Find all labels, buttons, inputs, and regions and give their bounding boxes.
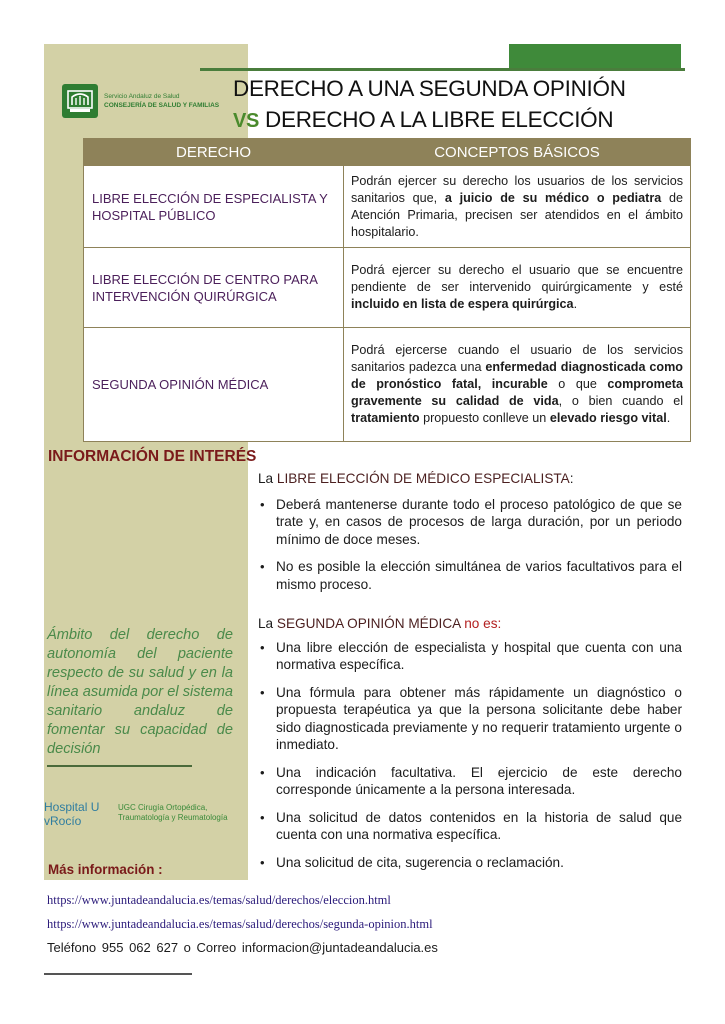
right-name: LIBRE ELECCIÓN DE CENTRO PARA INTERVENCIÓN QUIRÚRGICA [84,248,344,328]
section2-heading [258,615,682,633]
table-row [84,328,691,442]
section2-title: SEGUNDA OPINIÓN MÉDICA [276,616,461,631]
section1-title: LIBRE ELECCIÓN DE MÉDICO ESPECIALISTA [276,471,570,486]
body-text: de Atención Primaria, precisen ser atendidos en el ámbito hospitalario. [351,190,683,239]
body-text: . [573,297,578,311]
table-row [84,166,691,248]
more-info-title: Más información : [48,862,163,877]
section1-list [258,496,682,594]
emphasis-text: enfermedad diagnosticada como de pronóstico fatal, incurable [351,360,683,391]
right-description [344,328,691,442]
right-description [344,248,691,328]
section1-heading [258,470,682,488]
logo-text-consejeria: CONSEJERÍA DE SALUD Y FAMILIAS [104,102,220,109]
section2-list [258,639,682,872]
junta-andalucia-logo [62,83,232,119]
body-text: o que [547,377,608,391]
right-name: SEGUNDA OPINIÓN MÉDICA [84,328,344,442]
contact-info: Teléfono 955 062 627 o Correo informacion@juntadeandalucia.es [47,940,438,955]
section1-suffix: : [569,471,574,486]
list-item: • Una fórmula para obtener más rápidamente un diagnóstico o propuesta terapéutica ya que la persona solicitante debe haber sido diagnosticada previamente y no requerir tratamiento urgente o inmediato. [258,684,682,754]
body-text: Podrá ejercerse cuando el usuario de los servicios sanitarios padezca una [351,343,683,374]
emphasis-text: a juicio de su médico o pediatra [444,190,662,205]
junta-emblem-icon [62,84,98,118]
section2-prefix: La [258,616,277,631]
info-content [258,470,682,881]
emphasis-text: tratamiento [351,411,420,425]
side-divider [47,765,192,767]
hospital-name [44,800,99,828]
list-item: • Una solicitud de datos contenidos en la historia de salud que cuenta con una normativa específica. [258,809,682,844]
link-eleccion[interactable]: https://www.juntadeandalucia.es/temas/salud/derechos/eleccion.html [47,893,391,907]
column-header-conceptos: CONCEPTOS BÁSICOS [344,139,691,166]
hospital-logo [44,796,234,830]
link-segunda-opinion[interactable]: https://www.juntadeandalucia.es/temas/salud/derechos/segunda-opinion.html [47,917,433,931]
bottom-divider [44,973,192,975]
table-header-row [84,139,691,166]
rights-table [83,138,691,442]
emphasis-text: incluido en lista de espera quirúrgica [351,297,574,311]
info-section-title: INFORMACIÓN DE INTERÉS [48,448,257,465]
list-item: • Una indicación facultativa. El ejercicio de este derecho corresponde únicamente a la persona interesada. [258,764,682,799]
hospital-name-line1: Hospital U [44,800,100,814]
side-quote: Ámbito del derecho de autonomía del paciente respecto de su salud y en la línea asumida por el sistema sanitario andaluz de fomentar su capacidad de decisión [47,627,233,757]
list-item: • Deberá mantenerse durante todo el proceso patológico de que se trate y, en casos de procesos de larga duración, por un periodo mínimo de doce meses. [258,496,682,549]
title-rule [200,68,685,71]
list-item: • Una libre elección de especialista y hospital que cuenta con una normativa específica. [258,639,682,674]
list-item: • Una solicitud de cita, sugerencia o reclamación. [258,854,682,872]
body-text: . [666,411,671,425]
table-row [84,248,691,328]
body-text: propuesto conlleve un [419,411,550,425]
section1-prefix: La [258,471,277,486]
title-line-1: DERECHO A UNA SEGUNDA OPINIÓN [233,76,626,101]
right-description [344,166,691,248]
list-item: • No es posible la elección simultánea de varios facultativos para el mismo proceso. [258,558,682,593]
hospital-unit-line1: UGC Cirugía Ortopédica, [118,803,208,812]
page-title [233,73,626,137]
right-name: LIBRE ELECCIÓN DE ESPECIALISTA Y HOSPITAL PÚBLICO [84,166,344,248]
header-accent-block [509,44,681,68]
body-text: Podrán ejercer su derecho los usuarios de los servicios sanitarios que, [351,173,683,205]
title-vs: VS [233,110,260,132]
title-line-2-text: DERECHO A LA LIBRE ELECCIÓN [265,107,614,132]
title-line-2 [233,104,626,137]
hospital-unit-line2: Traumatología y Reumatología [118,813,228,822]
logo-text-sas: Servicio Andaluz de Salud [104,93,180,100]
hospital-name-line2: vRocío [44,814,82,828]
body-text: , o bien cuando el [558,394,683,408]
column-header-derecho: DERECHO [84,139,344,166]
emphasis-text: comprometa gravemente su calidad de vida [351,377,683,408]
hospital-unit [118,803,228,823]
body-text: Podrá ejercer su derecho el usuario que se encuentre pendiente de ser intervenido quirúrgicamente y esté [351,263,683,294]
section2-suffix: no es: [464,616,502,631]
emphasis-text: elevado riesgo vital [549,411,667,425]
